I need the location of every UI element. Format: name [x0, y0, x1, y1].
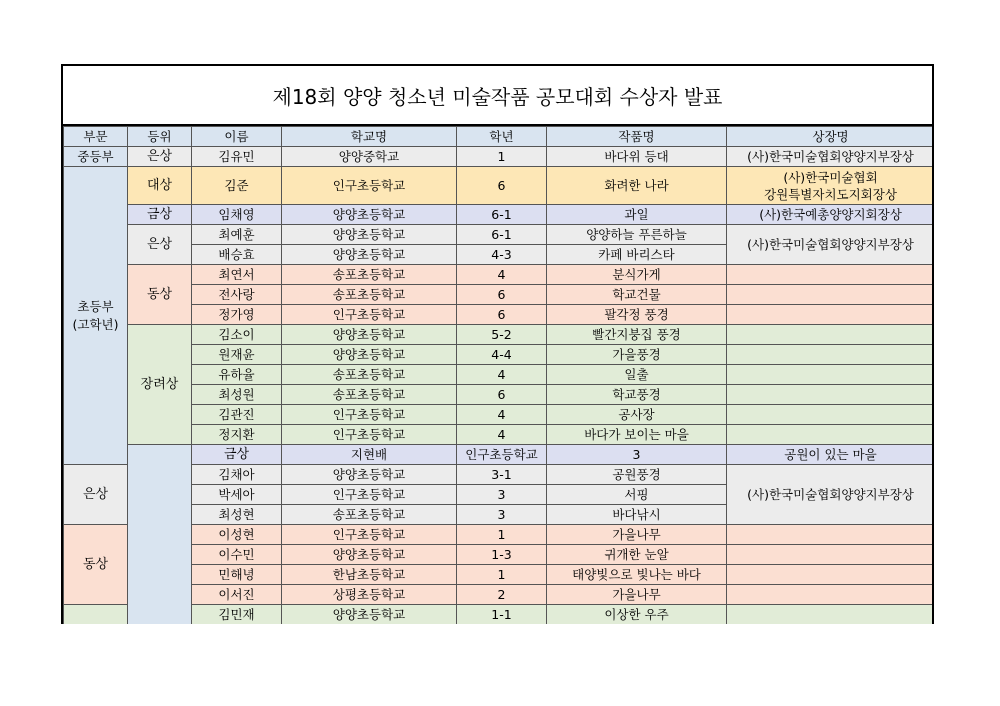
rank-cell: 은상: [64, 465, 128, 525]
award-cell: (사)한국미술협회양양지부장상: [727, 465, 935, 525]
school-cell: 양양초등학교: [282, 605, 457, 625]
school-cell: 양양초등학교: [282, 345, 457, 365]
award-cell: [727, 305, 935, 325]
table-row: [64, 265, 935, 285]
work-cell: 과일: [547, 205, 727, 225]
award-cell: [727, 425, 935, 445]
work-cell: 태양빛으로 빛나는 바다: [547, 565, 727, 585]
award-cell: [727, 525, 935, 545]
grade-cell: 6: [457, 305, 547, 325]
school-cell: 양양초등학교: [282, 225, 457, 245]
award-line: (사)한국미술협회: [783, 169, 878, 185]
header-division: 부문: [64, 127, 128, 147]
rank-cell: 금상: [192, 445, 282, 465]
name-cell: 최성원: [192, 385, 282, 405]
name-cell: 이성현: [192, 525, 282, 545]
name-cell: 정지환: [192, 425, 282, 445]
work-cell: 바다위 등대: [547, 147, 727, 167]
school-cell: 인구초등학교: [457, 445, 547, 465]
name-cell: 임채영: [192, 205, 282, 225]
award-cell: [727, 265, 935, 285]
name-cell: 유하율: [192, 365, 282, 385]
award-cell: [727, 167, 935, 205]
work-cell: 일출: [547, 365, 727, 385]
grade-cell: 1: [457, 565, 547, 585]
grade-cell: 1-1: [457, 605, 547, 625]
table-row: [64, 605, 935, 625]
header-award: 상장명: [727, 127, 935, 147]
rank-cell: 은상: [128, 225, 192, 265]
work-cell: 학교건물: [547, 285, 727, 305]
name-cell: 박세아: [192, 485, 282, 505]
header-grade: 학년: [457, 127, 547, 147]
table-row: [64, 345, 935, 365]
table-row: [64, 525, 935, 545]
work-cell: 학교풍경: [547, 385, 727, 405]
grade-cell: 4-3: [457, 245, 547, 265]
table-row: [64, 305, 935, 325]
name-cell: 최성현: [192, 505, 282, 525]
school-cell: 송포초등학교: [282, 385, 457, 405]
table-row: [64, 565, 935, 585]
division-cell: [64, 167, 128, 465]
table-row: [64, 285, 935, 305]
work-cell: 공원풍경: [547, 465, 727, 485]
grade-cell: 6-1: [457, 225, 547, 245]
school-cell: 송포초등학교: [282, 365, 457, 385]
name-cell: 김관진: [192, 405, 282, 425]
grade-cell: 4: [457, 425, 547, 445]
grade-cell: 1: [457, 147, 547, 167]
name-cell: 이서진: [192, 585, 282, 605]
grade-cell: 6: [457, 285, 547, 305]
grade-cell: 2: [457, 585, 547, 605]
table-row: [64, 405, 935, 425]
award-document: [61, 64, 934, 624]
header-work: 작품명: [547, 127, 727, 147]
award-cell: [727, 285, 935, 305]
name-cell: 김준: [192, 167, 282, 205]
table-row: [64, 425, 935, 445]
awards-table: [63, 126, 934, 624]
table-row: [64, 585, 935, 605]
name-cell: 김민재: [192, 605, 282, 625]
work-cell: 가을풍경: [547, 345, 727, 365]
work-cell: 서핑: [547, 485, 727, 505]
work-cell: 화려한 나라: [547, 167, 727, 205]
document-title: 제18회 양양 청소년 미술작품 공모대회 수상자 발표: [63, 66, 932, 126]
header-rank: 등위: [128, 127, 192, 147]
grade-cell: 4: [457, 365, 547, 385]
grade-cell: 4: [457, 405, 547, 425]
name-cell: 원재윤: [192, 345, 282, 365]
award-cell: (사)한국미술협회양양지부장상: [727, 225, 935, 265]
table-row: [64, 205, 935, 225]
division-cell: [128, 445, 192, 625]
award-cell: [727, 325, 935, 345]
rank-cell: 동상: [64, 525, 128, 605]
table-row: [64, 225, 935, 245]
rank-cell: 대상: [128, 167, 192, 205]
school-cell: 양양초등학교: [282, 465, 457, 485]
school-cell: 양양중학교: [282, 147, 457, 167]
grade-cell: 1: [457, 525, 547, 545]
school-cell: 인구초등학교: [282, 425, 457, 445]
name-cell: 김소이: [192, 325, 282, 345]
school-cell: 양양초등학교: [282, 205, 457, 225]
division-cell: 중등부: [64, 147, 128, 167]
work-cell: 공사장: [547, 405, 727, 425]
award-line: 강원특별자치도지회장상: [764, 186, 897, 202]
name-cell: 이수민: [192, 545, 282, 565]
grade-cell: 1-3: [457, 545, 547, 565]
work-cell: 분식가게: [547, 265, 727, 285]
school-cell: 양양초등학교: [282, 545, 457, 565]
award-cell: [727, 385, 935, 405]
grade-cell: 4-4: [457, 345, 547, 365]
grade-cell: 3: [457, 505, 547, 525]
grade-cell: 6-1: [457, 205, 547, 225]
work-cell: 가을나무: [547, 585, 727, 605]
school-cell: 송포초등학교: [282, 285, 457, 305]
name-cell: 김채아: [192, 465, 282, 485]
school-cell: 인구초등학교: [282, 405, 457, 425]
award-cell: [727, 585, 935, 605]
school-cell: 송포초등학교: [282, 265, 457, 285]
grade-cell: 5-2: [457, 325, 547, 345]
table-header-row: [64, 127, 935, 147]
award-cell: [727, 545, 935, 565]
school-cell: 송포초등학교: [282, 505, 457, 525]
table-row: [64, 167, 935, 205]
work-cell: 카페 바리스타: [547, 245, 727, 265]
school-cell: 한남초등학교: [282, 565, 457, 585]
table-row: [64, 465, 935, 485]
header-name: 이름: [192, 127, 282, 147]
school-cell: 양양초등학교: [282, 245, 457, 265]
work-cell: 가을나무: [547, 525, 727, 545]
grade-cell: 6: [457, 167, 547, 205]
award-cell: (사)한국예총양양지회장상: [727, 205, 935, 225]
table-row: [64, 445, 935, 465]
work-cell: 이상한 우주: [547, 605, 727, 625]
name-cell: 정가영: [192, 305, 282, 325]
grade-cell: 3: [457, 485, 547, 505]
school-cell: 상평초등학교: [282, 585, 457, 605]
work-cell: 바다가 보이는 마을: [547, 425, 727, 445]
table-row: [64, 147, 935, 167]
award-cell: [727, 405, 935, 425]
work-cell: 귀개한 눈알: [547, 545, 727, 565]
award-cell: [727, 565, 935, 585]
rank-cell: 장려상: [128, 325, 192, 445]
grade-cell: 3: [547, 445, 727, 465]
award-cell: [727, 365, 935, 385]
school-cell: 인구초등학교: [282, 525, 457, 545]
name-cell: 최연서: [192, 265, 282, 285]
school-cell: 인구초등학교: [282, 167, 457, 205]
name-cell: 민해녕: [192, 565, 282, 585]
school-cell: 인구초등학교: [282, 485, 457, 505]
work-cell: 팔각정 풍경: [547, 305, 727, 325]
rank-cell: 금상: [128, 205, 192, 225]
work-cell: 빨간지붕집 풍경: [547, 325, 727, 345]
table-row: [64, 325, 935, 345]
table-row: [64, 385, 935, 405]
name-cell: 배승효: [192, 245, 282, 265]
header-school: 학교명: [282, 127, 457, 147]
grade-cell: 3-1: [457, 465, 547, 485]
name-cell: 김유민: [192, 147, 282, 167]
work-cell: 바다낚시: [547, 505, 727, 525]
table-row: [64, 365, 935, 385]
name-cell: 전사랑: [192, 285, 282, 305]
rank-cell: 동상: [128, 265, 192, 325]
award-cell: [727, 605, 935, 625]
division-line: (고학년): [72, 316, 119, 332]
table-row: [64, 545, 935, 565]
award-cell: (사)한국미술협회양양지부장상: [727, 147, 935, 167]
grade-cell: 4: [457, 265, 547, 285]
school-cell: 인구초등학교: [282, 305, 457, 325]
division-line: 초등부: [77, 298, 114, 314]
rank-cell: 은상: [128, 147, 192, 167]
work-cell: 공원이 있는 마을: [727, 445, 935, 465]
name-cell: 지현배: [282, 445, 457, 465]
grade-cell: 6: [457, 385, 547, 405]
award-cell: [727, 345, 935, 365]
name-cell: 최예훈: [192, 225, 282, 245]
work-cell: 양양하늘 푸른하늘: [547, 225, 727, 245]
school-cell: 양양초등학교: [282, 325, 457, 345]
rank-cell: [64, 605, 128, 625]
